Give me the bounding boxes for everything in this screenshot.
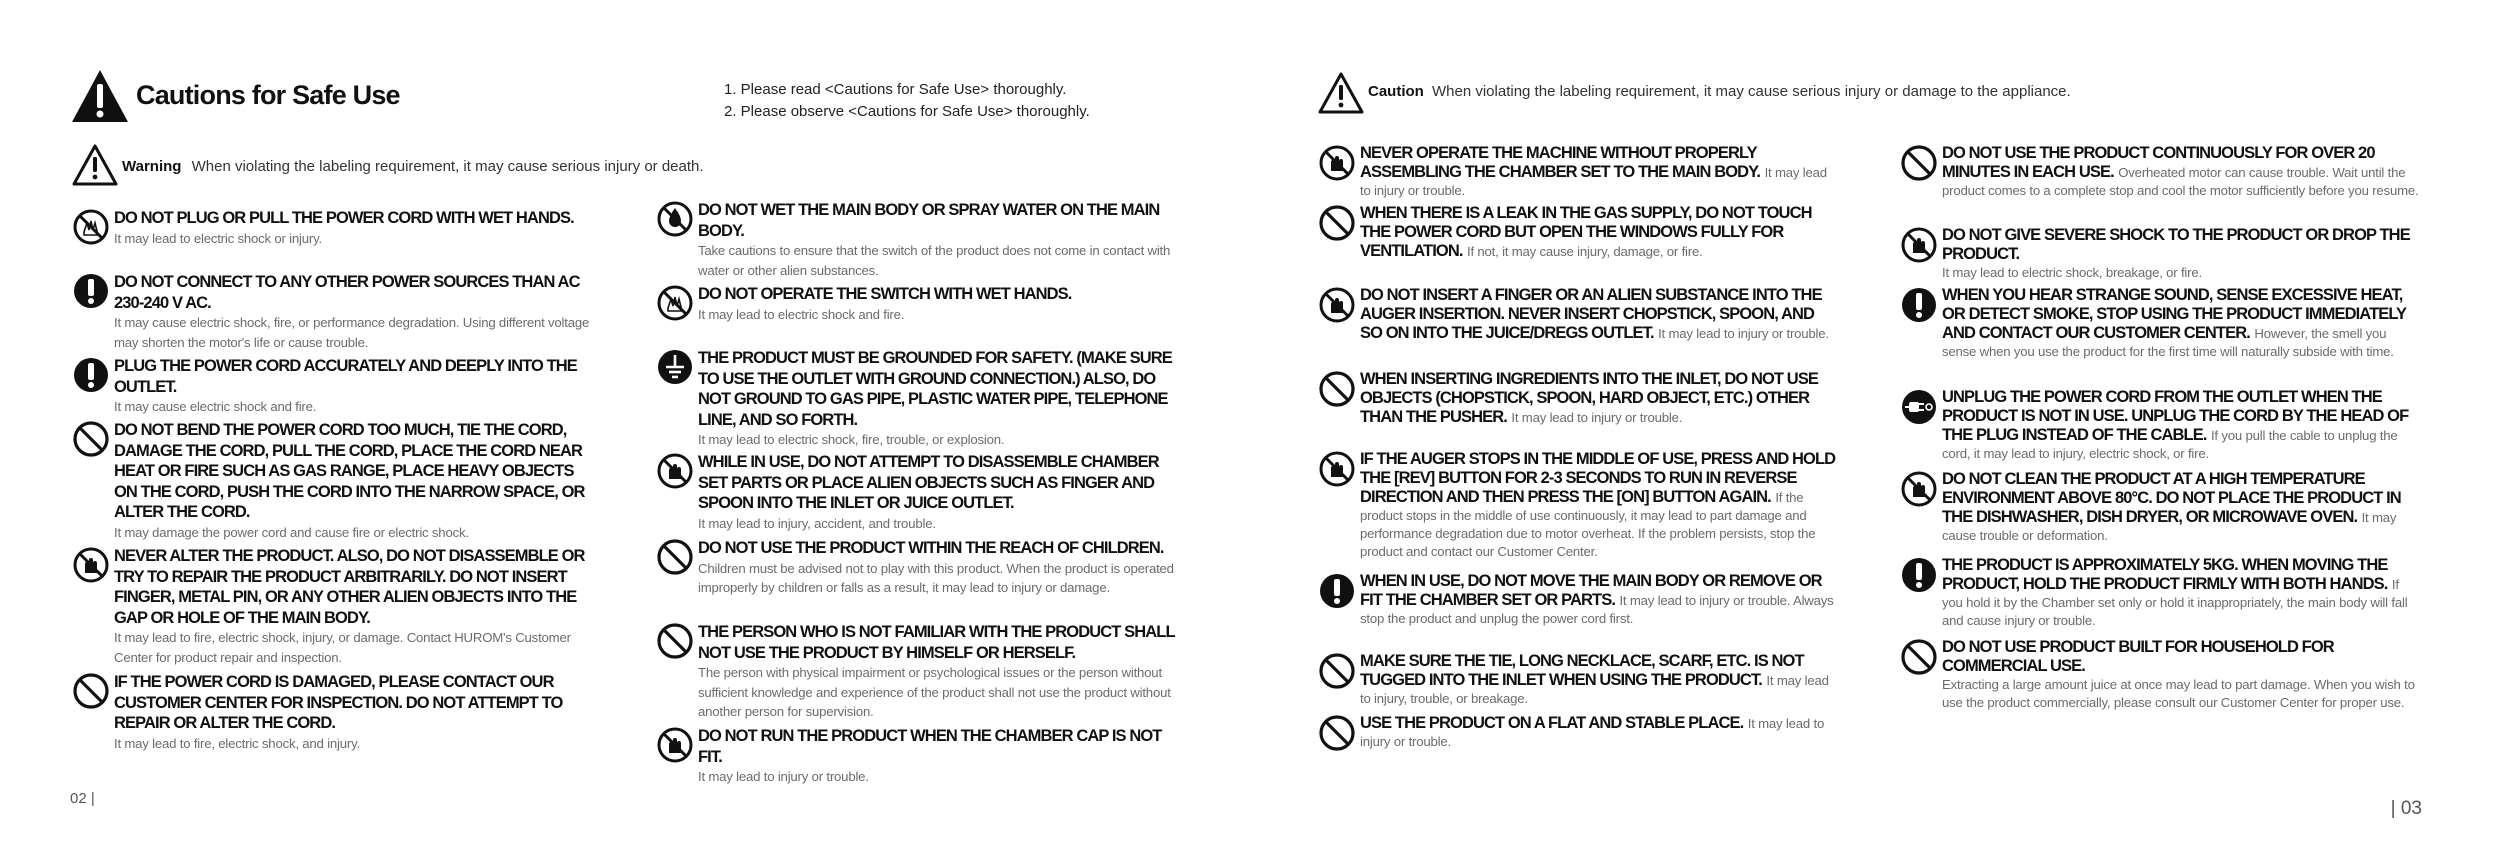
prohibited-icon <box>656 622 694 660</box>
item-heading: DO NOT OPERATE THE SWITCH WITH WET HANDS. <box>698 285 1072 303</box>
item-body: It may lead to injury or trouble. <box>1360 716 1825 749</box>
mandatory-icon <box>1900 556 1938 594</box>
large-warning-triangle-icon <box>70 68 130 124</box>
item-body: It may cause electric shock, fire, or performance degradation. Using different voltage may shorten the motor's life or cause trouble. <box>114 315 590 350</box>
no-disassembly-icon <box>656 452 694 490</box>
caution-text: When violating the labeling requirement, it may cause serious injury or damage to the appliance. <box>1432 83 2071 100</box>
item-heading: DO NOT CLEAN THE PRODUCT AT A HIGH TEMPERATURE ENVIRONMENT ABOVE 80°C. DO NOT PLACE THE PRODUCT IN THE DISHWASHER, DISH DRYER, OR MICROWAVE OVEN. <box>1942 470 2401 526</box>
item-heading: DO NOT GIVE SEVERE SHOCK TO THE PRODUCT OR DROP THE PRODUCT. <box>1942 226 2410 263</box>
no-disassembly-icon <box>656 726 694 764</box>
item-heading: DO NOT RUN THE PRODUCT WHEN THE CHAMBER CAP IS NOT FIT. <box>698 727 1162 766</box>
prohibited-icon <box>1318 714 1356 752</box>
prohibited-icon <box>72 420 110 458</box>
item-body: If you hold it by the Chamber set only or hold it inappropriately, the main body will fall and cause injury or trouble. <box>1942 577 2408 628</box>
item-body: However, the smell you sense when you use the product for the first time will naturally subside with time. <box>1942 326 2394 359</box>
item-body: It may lead to electric shock or injury. <box>114 230 322 246</box>
item-body: It may lead to injury or trouble. <box>1658 326 1829 341</box>
prohibited-icon <box>656 538 694 576</box>
page-number: | 03 <box>2390 798 2422 819</box>
item-heading: DO NOT CONNECT TO ANY OTHER POWER SOURCES THAN AC 230-240 V AC. <box>114 273 580 312</box>
item-body: It may lead to injury or trouble. Always stop the product and unplug the power cord first. <box>1360 593 1834 626</box>
item-body: It may lead to injury, accident, and trouble. <box>698 515 936 531</box>
item-body: It may cause trouble or deformation. <box>1942 510 2397 543</box>
item-heading: IF THE POWER CORD IS DAMAGED, PLEASE CONTACT OUR CUSTOMER CENTER FOR INSPECTION. DO NOT ATTEMPT TO REPAIR OR ALTER THE CORD. <box>114 673 563 732</box>
item-heading: PLUG THE POWER CORD ACCURATELY AND DEEPLY INTO THE OUTLET. <box>114 357 577 396</box>
caution-triangle-icon <box>1318 72 1364 114</box>
item-heading: NEVER ALTER THE PRODUCT. ALSO, DO NOT DISASSEMBLE OR TRY TO REPAIR THE PRODUCT ARBITRARILY. DO NOT INSERT FINGER, METAL PIN, OR ANY OTHER ALIEN OBJECTS INTO THE GAP OR HOLE OF THE MAIN BODY. <box>114 547 585 627</box>
item-heading: THE PERSON WHO IS NOT FAMILIAR WITH THE PRODUCT SHALL NOT USE THE PRODUCT BY HIMSELF OR HERSELF. <box>698 623 1175 662</box>
item-heading: NEVER OPERATE THE MACHINE WITHOUT PROPERLY ASSEMBLING THE CHAMBER SET TO THE MAIN BODY. <box>1360 144 1761 181</box>
item-heading: DO NOT USE THE PRODUCT WITHIN THE REACH OF CHILDREN. <box>698 539 1164 557</box>
instructions-list <box>724 79 1090 123</box>
item-heading: DO NOT PLUG OR PULL THE POWER CORD WITH WET HANDS. <box>114 209 574 227</box>
warning-text: When violating the labeling requirement, it may cause serious injury or death. <box>191 158 704 175</box>
prohibited-icon <box>1318 370 1356 408</box>
item-body: If you pull the cable to unplug the cord, it may lead to injury, electric shock, or fire. <box>1942 428 2398 461</box>
item-body: It may cause electric shock and fire. <box>114 399 317 414</box>
no-disassembly-icon <box>1900 470 1938 508</box>
item-heading: WHEN IN USE, DO NOT MOVE THE MAIN BODY OR REMOVE OR FIT THE CHAMBER SET OR PARTS. <box>1360 572 1822 609</box>
item-body: It may lead to injury or trouble. <box>1511 410 1683 425</box>
item-body: It may lead to fire, electric shock, injury, or damage. Contact HUROM's Customer Center for product repair and inspection. <box>114 630 571 665</box>
no-wet-hands-icon <box>656 284 694 322</box>
no-disassembly-icon <box>1318 286 1356 324</box>
item-body: Overheated motor can cause trouble. Wait until the product comes to a complete stop and cool the motor sufficiently before you resume. <box>1942 165 2419 198</box>
item-heading: DO NOT WET THE MAIN BODY OR SPRAY WATER ON THE MAIN BODY. <box>698 201 1160 240</box>
item-body: It may lead to electric shock, breakage, or fire. <box>1942 265 2202 280</box>
item-body: The person with physical impairment or psychological issues or the person without sufficient knowledge and experience of the product shall not use the product without another person for supervision. <box>698 665 1171 719</box>
item-heading: WHEN YOU HEAR STRANGE SOUND, SENSE EXCESSIVE HEAT, OR DETECT SMOKE, STOP USING THE PRODUCT IMMEDIATELY AND CONTACT OUR CUSTOMER CENTER. <box>1942 286 2406 342</box>
ground-icon <box>656 348 694 386</box>
prohibited-icon <box>72 672 110 710</box>
item-body: If the product stops in the middle of use continuously, it may lead to part damage and performance degradation due to motor overheat. If the problem persists, stop the product and contact our Customer Center. <box>1360 490 1816 559</box>
page-03 <box>1248 0 2496 852</box>
item-body: It may lead to injury or trouble. <box>1360 165 1827 198</box>
item-heading: IF THE AUGER STOPS IN THE MIDDLE OF USE, PRESS AND HOLD THE [REV] BUTTON FOR 2-3 SECONDS TO RUN IN REVERSE DIRECTION AND THEN PRESS THE [ON] BUTTON AGAIN. <box>1360 450 1836 506</box>
item-body: It may lead to injury, trouble, or breakage. <box>1360 673 1829 706</box>
caution-line <box>1368 83 2071 100</box>
item-body: It may lead to electric shock, fire, trouble, or explosion. <box>698 432 1005 447</box>
item-heading: THE PRODUCT IS APPROXIMATELY 5KG. WHEN MOVING THE PRODUCT, HOLD THE PRODUCT FIRMLY WITH BOTH HANDS. <box>1942 556 2388 593</box>
prohibited-icon <box>1900 638 1938 676</box>
item-body: It may lead to injury or trouble. <box>698 769 869 784</box>
no-water-icon <box>656 200 694 238</box>
no-wet-hands-icon <box>72 208 110 246</box>
caution-label: Caution <box>1368 83 1424 100</box>
instruction-2: 2. Please observe <Cautions for Safe Use> thoroughly. <box>724 103 1090 120</box>
instruction-1: 1. Please read <Cautions for Safe Use> thoroughly. <box>724 81 1067 98</box>
item-body: Take cautions to ensure that the switch of the product does not come in contact with water or other alien substances. <box>698 243 1171 278</box>
mandatory-icon <box>72 356 110 394</box>
mandatory-icon <box>1900 286 1938 324</box>
no-disassembly-icon <box>1318 450 1356 488</box>
item-heading: THE PRODUCT MUST BE GROUNDED FOR SAFETY. (MAKE SURE TO USE THE OUTLET WITH GROUND CONNECTION.) ALSO, DO NOT GROUND TO GAS PIPE, PLASTIC WATER PIPE, TELEPHONE LINE, AND SO FORTH. <box>698 349 1172 429</box>
item-heading: DO NOT INSERT A FINGER OR AN ALIEN SUBSTANCE INTO THE AUGER INSERTION. NEVER INSERT CHOPSTICK, SPOON, AND SO ON INTO THE JUICE/DREGS OUTLET. <box>1360 286 1822 342</box>
item-heading: MAKE SURE THE TIE, LONG NECKLACE, SCARF, ETC. IS NOT TUGGED INTO THE INLET WHEN USING THE PRODUCT. <box>1360 652 1804 689</box>
item-body: Extracting a large amount juice at once may lead to part damage. When you wish to use the product commercially, please consult our Customer Center for proper use. <box>1942 677 2415 710</box>
warning-line <box>122 158 704 175</box>
page-number: 02 | <box>70 790 95 807</box>
prohibited-icon <box>1318 652 1356 690</box>
item-heading: DO NOT USE THE PRODUCT CONTINUOUSLY FOR OVER 20 MINUTES IN EACH USE. <box>1942 144 2375 181</box>
item-heading: DO NOT BEND THE POWER CORD TOO MUCH, TIE THE CORD, DAMAGE THE CORD, PULL THE CORD, PLACE THE CORD NEAR HEAT OR FIRE SUCH AS GAS RANGE, PLACE HEAVY OBJECTS ON THE CORD, PUSH THE CORD INTO THE NARROW SPACE, OR ALTER THE CORD. <box>114 421 585 521</box>
item-body: It may damage the power cord and cause fire or electric shock. <box>114 524 469 540</box>
mandatory-icon <box>1318 572 1356 610</box>
prohibited-icon <box>1900 144 1938 182</box>
no-disassembly-icon <box>1318 144 1356 182</box>
warning-label: Warning <box>122 158 182 175</box>
item-heading: WHEN THERE IS A LEAK IN THE GAS SUPPLY, DO NOT TOUCH THE POWER CORD BUT OPEN THE WINDOWS FULLY FOR VENTILATION. <box>1360 204 1812 260</box>
no-disassembly-icon <box>1900 226 1938 264</box>
unplug-icon <box>1900 388 1938 426</box>
item-body: If not, it may cause injury, damage, or fire. <box>1467 244 1703 259</box>
no-disassembly-icon <box>72 546 110 584</box>
item-body: It may lead to fire, electric shock, and injury. <box>114 735 360 751</box>
item-heading: DO NOT USE PRODUCT BUILT FOR HOUSEHOLD FOR COMMERCIAL USE. <box>1942 638 2334 675</box>
item-heading: WHEN INSERTING INGREDIENTS INTO THE INLET, DO NOT USE OBJECTS (CHOPSTICK, SPOON, HARD OBJECT, ETC.) OTHER THAN THE PUSHER. <box>1360 370 1819 426</box>
item-heading: WHILE IN USE, DO NOT ATTEMPT TO DISASSEMBLE CHAMBER SET PARTS OR PLACE ALIEN OBJECTS SUCH AS FINGER AND SPOON INTO THE INLET OR JUICE OUTLET. <box>698 453 1159 512</box>
page-title: Cautions for Safe Use <box>136 80 400 110</box>
prohibited-icon <box>1318 204 1356 242</box>
item-body: It may lead to electric shock and fire. <box>698 306 905 322</box>
warning-triangle-icon <box>72 144 118 186</box>
mandatory-icon <box>72 272 110 310</box>
item-heading: USE THE PRODUCT ON A FLAT AND STABLE PLACE. <box>1360 714 1744 732</box>
item-body: Children must be advised not to play with this product. When the product is operated improperly by children or falls as a result, it may lead to injury or damage. <box>698 560 1174 595</box>
item-heading: UNPLUG THE POWER CORD FROM THE OUTLET WHEN THE PRODUCT IS NOT IN USE. UNPLUG THE CORD BY THE HEAD OF THE PLUG INSTEAD OF THE CABLE. <box>1942 388 2409 444</box>
